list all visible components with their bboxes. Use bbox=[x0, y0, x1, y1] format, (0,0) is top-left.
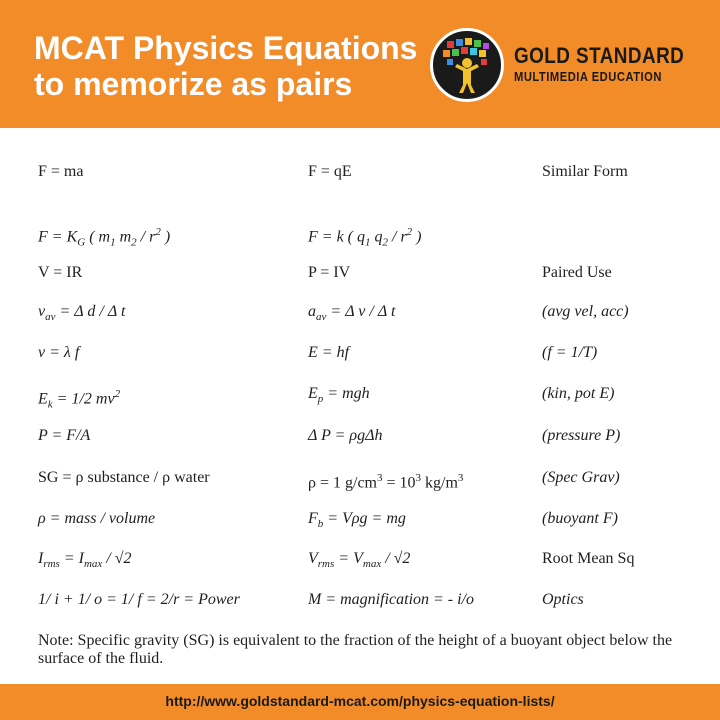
equation-row-11-right: M = magnification = - i/o bbox=[308, 591, 475, 608]
title-line-1: MCAT Physics Equations bbox=[34, 30, 418, 66]
equation-row-4-left: $v_{av} = \Delta$ d / Δ t bbox=[38, 303, 126, 324]
equation-row-8-note: (Spec Grav) bbox=[542, 469, 620, 486]
equation-row-1-note: Similar Form bbox=[542, 163, 628, 180]
equation-row-9-left: ρ = mass / volume bbox=[38, 510, 156, 527]
equation-row-3-left: V = IR bbox=[38, 264, 83, 281]
equation-row-11-left: 1/ i + 1/ o = 1/ f = 2/r = Power bbox=[38, 591, 240, 608]
equation-row-3-note: Paired Use bbox=[542, 264, 612, 281]
footer-url-link[interactable]: http://www.goldstandard-mcat.com/physics-equation-lists/ bbox=[165, 693, 555, 709]
equation-row-6-left: $E_k = 1/2$ $mv^2$ bbox=[38, 388, 121, 411]
equation-row-5-right: E = hf bbox=[308, 344, 350, 361]
equation-row-10-left: $I_{rms} = I_{max} / √2$ bbox=[38, 550, 132, 571]
logo-line-2: MULTIMEDIA EDUCATION bbox=[514, 69, 662, 84]
equation-row-6-note: (kin, pot E) bbox=[542, 385, 615, 402]
equation-row-5-left: v = λ f bbox=[38, 344, 80, 361]
equation-row-7-left: P = F/A bbox=[38, 427, 91, 444]
equation-row-2-left: $F = K_G$ ( $m_1$ $m_2 / r^2$ ) bbox=[38, 226, 171, 249]
page-title bbox=[34, 30, 417, 102]
logo-icon bbox=[430, 28, 504, 102]
logo-wordmark bbox=[514, 44, 712, 85]
logo-line-1: GOLD STANDARD bbox=[514, 43, 685, 68]
title-line-2: to memorize as pairs bbox=[34, 66, 353, 102]
equation-row-11-note: Optics bbox=[542, 591, 584, 608]
equation-row-4-right: $a_{av} = \Delta$ v / Δ t bbox=[308, 303, 396, 324]
equation-row-10-note: Root Mean Sq bbox=[542, 550, 635, 567]
equation-row-6-right: $E_p$ = mgh bbox=[308, 385, 370, 406]
equation-row-2-right: F = k ( $q_1$ $q_2 / r^2$ ) bbox=[308, 226, 422, 249]
equation-row-1-right: F = qE bbox=[308, 163, 352, 180]
equation-row-8-right: ρ = 1 $g/cm^3 = 10^3$ $kg/m^3$ bbox=[308, 472, 464, 492]
equation-row-3-right: P = IV bbox=[308, 264, 351, 281]
equation-row-9-note: (buoyant F) bbox=[542, 510, 618, 527]
equation-row-7-note: (pressure P) bbox=[542, 427, 621, 444]
header-banner bbox=[0, 0, 720, 128]
logo-graphic bbox=[433, 31, 501, 99]
equation-row-4-note: (avg vel, acc) bbox=[542, 303, 629, 320]
footnote: Note: Specific gravity (SG) is equivalent to the fraction of the height of a buoyant object below the surface of the fluid. bbox=[38, 632, 673, 667]
equation-row-10-right: $V_{rms} = V_{max} / √2$ bbox=[308, 550, 411, 571]
equation-row-5-note: (f = 1/T) bbox=[542, 344, 598, 361]
equation-row-7-right: Δ P = ρgΔh bbox=[308, 427, 383, 444]
equation-row-1-left: F = ma bbox=[38, 163, 84, 180]
equation-row-9-right: $F_b = V\rho g$ = mg bbox=[308, 510, 406, 531]
equation-row-8-left: SG = ρ substance / ρ water bbox=[38, 469, 210, 486]
footer-banner bbox=[0, 684, 720, 720]
